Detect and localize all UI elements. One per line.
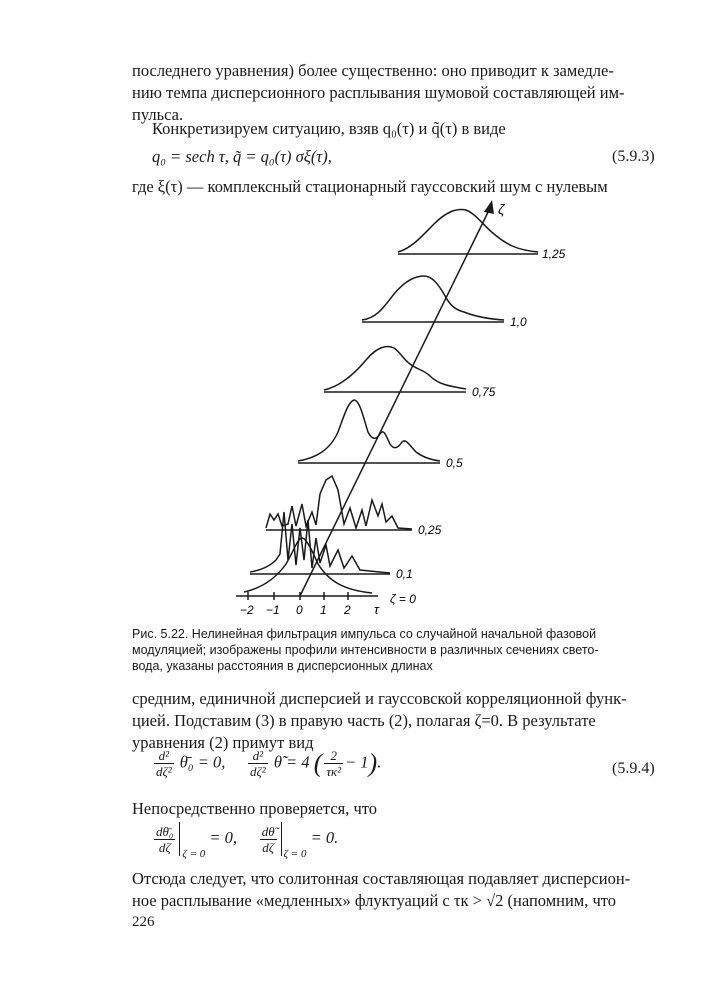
tick-label-minus-1: −1	[266, 603, 280, 617]
caption-line2: модуляцией; изображены профили интенсивности в различных сечениях свето-	[132, 643, 599, 657]
para4-line1: средним, единичной дисперсией и гауссовской корреляционной функ-	[132, 689, 627, 708]
paragraph-4	[132, 688, 664, 754]
paragraph-5: Непосредственно проверяется, что	[132, 799, 378, 818]
figure-caption	[132, 626, 664, 674]
section-label-zeta-0: ζ = 0	[390, 592, 416, 606]
fraction-dtheta0-dz: $\frac{\text{dθ̄₀}}{d\zeta}$	[156, 823, 174, 855]
theta-term: θ̃ = 4	[273, 752, 310, 772]
equation-derivative-check	[152, 822, 338, 865]
para1-line2: нию темпа дисперсионного расплывания шумовой составляющей им-	[132, 83, 625, 102]
fraction-d2-dz2-a: $\frac{\text{d²}}{\text{dζ²}}$	[156, 748, 172, 779]
evaluation-bar-2	[281, 822, 282, 856]
caption-line3: вода, указаны расстояния в дисперсионных длинах	[132, 659, 433, 673]
fraction-d2-dz2-b: $\frac{\text{d²}}{\text{dζ²}}$	[250, 748, 266, 779]
profile-zeta-0-5	[298, 400, 440, 461]
section-label-0-75: 0,75	[472, 385, 496, 399]
tick-label-2: 2	[344, 603, 351, 617]
para4-line3: уравнения (2) примут вид	[132, 733, 314, 752]
para4-line2: цией. Подставим (3) в правую часть (2), полагая ζ=0. В результате	[132, 711, 596, 730]
profile-zeta-1-0	[362, 276, 504, 320]
equation-number-5-9-4: (5.9.4)	[612, 760, 655, 777]
caption-line1: Рис. 5.22. Нелинейная фильтрация импульса со случайной начальной фазовой	[132, 627, 597, 641]
page-number: 226	[132, 914, 155, 930]
para1-line3: пульса.	[132, 105, 184, 124]
tick-label-minus-2: −2	[240, 603, 254, 617]
axis-label-tau: τ	[374, 602, 379, 617]
axis-label-zeta: ζ	[498, 201, 505, 217]
paragraph-1	[132, 60, 664, 126]
minus-one: − 1	[345, 752, 369, 772]
left-paren: (	[313, 748, 323, 778]
section-label-1-25: 1,25	[542, 247, 566, 261]
evaluation-sub-1: ζ = 0	[182, 847, 206, 860]
right-paren: )	[368, 748, 378, 778]
paragraph-2: Конкретизируем ситуацию, взяв q₀(τ) и q̃(τ) в виде	[152, 119, 506, 138]
figure-5-22	[228, 190, 608, 620]
section-label-0-5: 0,5	[446, 456, 463, 470]
para6-line1: Отсюда следует, что солитонная составляющая подавляет дисперсион-	[132, 869, 631, 888]
section-label-1-0: 1,0	[510, 315, 527, 329]
section-label-0-25: 0,25	[418, 523, 442, 537]
equation-5-9-4: $\frac{\text{d²}}{\text{dζ²}}$ θ̄₀ = 0, $\frac{\text{d²}}{\text{dζ²}}$ θ̃ = 4 ( $\frac{2}{\text{τк²}}$ − 1).	[156, 748, 382, 779]
eq-zero-1: = 0,	[209, 827, 238, 847]
para1-line1: последнего уравнения) более существенно: оно приводит к замедле-	[132, 61, 614, 80]
theta0-term: θ̄₀ = 0,	[179, 752, 226, 772]
profile-zeta-0-75	[324, 347, 466, 391]
fraction-dtheta-dz: $\frac{d\thetã}{d\zeta}$	[261, 823, 275, 855]
paragraph-6	[132, 868, 664, 912]
para6-line2: ное расплывание «медленных» флуктуаций с τк > √2 (напомним, что	[132, 891, 617, 910]
evaluation-bar-1	[179, 822, 180, 856]
profile-zeta-1-25	[398, 210, 538, 252]
equation-5-9-3: q₀ = sech τ, q̃ = q₀(τ) σξ(τ),	[152, 147, 332, 166]
zeta-axis	[300, 204, 492, 596]
profile-zeta-0	[244, 538, 372, 593]
tick-label-1: 1	[320, 603, 327, 617]
profile-zeta-0-1	[250, 512, 390, 573]
eq-zero-2: = 0.	[310, 827, 339, 847]
evaluation-sub-2: ζ = 0	[283, 847, 307, 860]
profile-zeta-0-25	[266, 476, 412, 529]
tick-label-0: 0	[296, 603, 303, 617]
section-label-0-1: 0,1	[396, 567, 413, 581]
fraction-2-tk2: $\frac{2}{\text{τк²}}$	[326, 748, 342, 779]
equation-number-5-9-3: (5.9.3)	[612, 148, 655, 165]
paragraph-3: где ξ(τ) — комплексный стационарный гауссовский шум с нулевым	[132, 177, 608, 196]
